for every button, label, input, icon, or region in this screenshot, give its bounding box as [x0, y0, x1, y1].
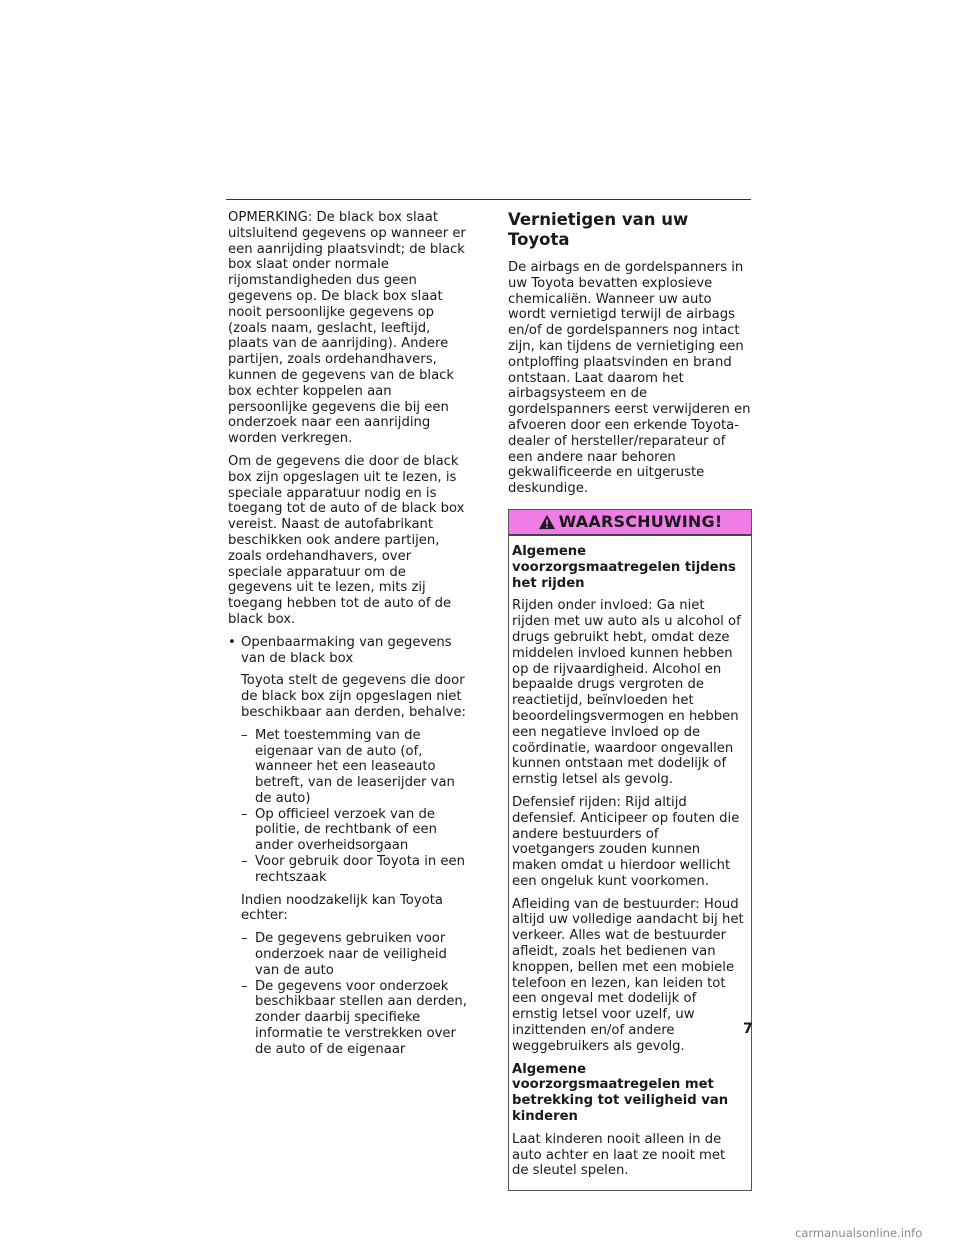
bullet-title: Openbaarmaking van gegevens van de black box — [241, 634, 452, 666]
list-item: – Op officieel verzoek van de politie, de rechtbank of een ander overheidsorgaan — [241, 806, 437, 854]
warning-body — [509, 536, 751, 1190]
list-item: – De gegevens gebruiken voor onderzoek naar de veiligheid van de auto — [241, 931, 447, 978]
disclosure-paragraph: Toyota stelt de gegevens die door de black box zijn opgeslagen niet beschikbaar aan derden, behalve: — [241, 673, 466, 720]
warning-paragraph: Rijden onder invloed: Ga niet rijden met uw auto als u alcohol of drugs gebruikt hebt, omdat deze middelen invloed kunnen hebben op de rijvaardigheid. Alcohol en bepaalde drugs vergroten de reactietijd, beïnvloeden het beoordelingsvermogen en hebben een negatieve invloed op de coördinatie, waardoor ongevallen kunnen ontstaan met dodelijk of ernstig letsel als gevolg. — [512, 598, 741, 788]
list-item: – De gegevens voor onderzoek beschikbaar stellen aan derden, zonder daarbij specifieke informatie te verstrekken over de auto of de eigenaar — [241, 978, 467, 1057]
list-item: – Voor gebruik door Toyota in een rechtszaak — [241, 854, 465, 885]
page-number: 7 — [743, 1021, 753, 1037]
warning-box — [508, 509, 752, 1191]
warning-paragraph: Afleiding van de bestuurder: Houd altijd uw volledige aandacht bij het verkeer. Alles wat de bestuurder afleidt, zoals het bedienen van knoppen, bellen met een mobiele telefoon en lezen, kan leiden tot een ongeval met dodelijk of ernstig letsel voor uzelf, uw inzittenden en/of andere weggebruikers als gevolg. — [512, 896, 744, 1054]
dash-list-1 — [228, 728, 468, 886]
bullet-mark: • — [228, 634, 236, 650]
warning-header — [509, 510, 751, 536]
watermark: carmanualsonline.info — [795, 1226, 923, 1240]
warning-subhead-driving: Algemene voorzorgsmaatregelen tijdens het rijden — [512, 543, 736, 591]
warning-title: WAARSCHUWING! — [558, 512, 723, 532]
bullet-item — [228, 635, 468, 667]
list-item: – Met toestemming van de eigenaar van de auto (of, wanneer het een leaseauto betreft, van de leaserijder van de auto) — [241, 727, 455, 806]
access-paragraph: Om de gegevens die door de black box zijn opgeslagen uit te lezen, is speciale apparatuur nodig en is toegang tot de auto of de black box vereist. Naast de autofabrikant beschikken ook andere partijen, zoals ordehandhavers, over speciale apparatuur om de gegevens uit te lezen, mits zij toegang hebben tot de auto of de black box. — [228, 453, 465, 627]
warning-paragraph: Defensief rijden: Rijd altijd defensief. Anticipeer op fouten die andere bestuurders of voetgangers zouden kunnen maken omdat u hierdoor wellicht een ongeluk kunt voorkomen. — [512, 794, 740, 889]
disposal-paragraph: De airbags en de gordelspanners in uw Toyota bevatten explosieve chemicaliën. Wanneer uw auto wordt vernietigd terwijl de airbags en/of de gordelspanners nog intact zijn, kan tijdens de vernietiging een ontploffing plaatsvinden en brand ontstaan. Laat daarom het airbagsysteem en de gordelspanners eerst verwijderen en afvoeren door een erkende Toyota-dealer of hersteller/reparateur of een andere naar behoren gekwalificeerde en uitgeruste deskundige. — [508, 260, 751, 497]
note-paragraph: OPMERKING: De black box slaat uitsluitend gegevens op wanneer er een aanrijding plaatsvindt; de black box slaat onder normale rijomstandigheden dus geen gegevens op. De black box slaat nooit persoonlijke gegevens op (zoals naam, geslacht, leeftijd, plaats van de aanrijding). Andere partijen, zoals ordehandhavers, kunnen de gegevens van de black box echter koppelen aan persoonlijke gegevens die bij een onderzoek naar een aanrijding worden verkregen. — [228, 210, 466, 447]
left-column — [228, 210, 468, 1065]
warning-paragraph: Laat kinderen nooit alleen in de auto achter en laat ze nooit met de sleutel spelen. — [512, 1131, 726, 1179]
dash-list-2 — [228, 931, 468, 1057]
warning-triangle-icon — [538, 514, 556, 530]
section-heading: Vernietigen van uw Toyota — [508, 210, 689, 249]
top-rule — [226, 199, 751, 200]
right-column — [508, 210, 752, 1191]
toyota-use-paragraph: Indien noodzakelijk kan Toyota echter: — [241, 892, 443, 924]
warning-subhead-children: Algemene voorzorgsmaatregelen met betrekking tot veiligheid van kinderen — [512, 1061, 729, 1125]
